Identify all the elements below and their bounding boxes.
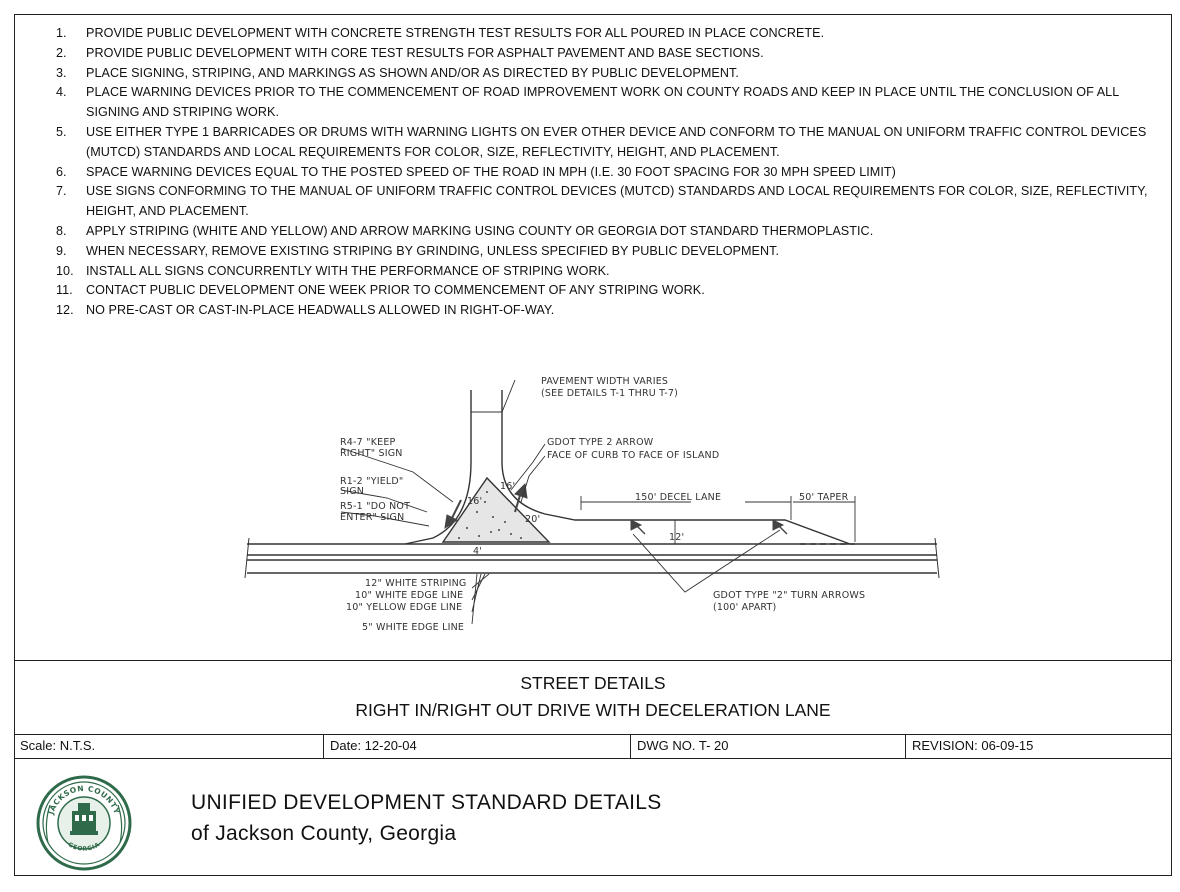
footer-title: UNIFIED DEVELOPMENT STANDARD DETAILS bbox=[191, 791, 662, 814]
seal-bottom-text: GEORGIA bbox=[66, 841, 102, 853]
label-decel-lane: 150' DECEL LANE bbox=[635, 492, 722, 503]
label-gdot-arrow: GDOT TYPE 2 ARROW bbox=[547, 437, 654, 448]
label-white-edge-5: 5" WHITE EDGE LINE bbox=[362, 622, 465, 633]
label-turn-arrows-2: (100' APART) bbox=[713, 602, 777, 613]
label-yellow-edge-10: 10" YELLOW EDGE LINE bbox=[346, 602, 463, 613]
note-text: USE SIGNS CONFORMING TO THE MANUAL OF UNIFORM TRAFFIC CONTROL DEVICES (MUTCD) STANDARDS AND LOCAL REQUIREMENTS FOR COLOR, SIZE, REFLECTIVITY, HEIGHT, AND PLACEMENT. bbox=[86, 184, 1148, 219]
note-text: WHEN NECESSARY, REMOVE EXISTING STRIPING BY GRINDING, UNLESS SPECIFIED BY PUBLIC DEVELOPMENT. bbox=[86, 243, 780, 258]
note-item bbox=[48, 222, 1158, 242]
note-text: USE EITHER TYPE 1 BARRICADES OR DRUMS WITH WARNING LIGHTS ON EVER OTHER DEVICE AND CONFORM TO THE MANUAL ON UNIFORM TRAFFIC CONTROL DEVICES (MUTCD) STANDARDS AND LOCAL REQUIREMENTS FOR COLOR, SIZE, REFLECTIVITY, HEIGHT, AND PLACEMENT. bbox=[86, 124, 1147, 159]
note-text: CONTACT PUBLIC DEVELOPMENT ONE WEEK PRIOR TO COMMENCEMENT OF ANY STRIPING WORK. bbox=[86, 283, 705, 298]
label-white-striping-12: 12" WHITE STRIPING bbox=[365, 578, 467, 589]
note-item bbox=[48, 123, 1158, 163]
footer-subtitle: of Jackson County, Georgia bbox=[191, 822, 457, 845]
note-number: 2. bbox=[56, 45, 67, 60]
note-text: PROVIDE PUBLIC DEVELOPMENT WITH CORE TEST RESULTS FOR ASPHALT PAVEMENT AND BASE SECTIONS. bbox=[86, 45, 764, 60]
scale-cell: Scale: N.T.S. bbox=[14, 735, 324, 758]
label-taper: 50' TAPER bbox=[799, 492, 849, 503]
label-keep-right-2: RIGHT" SIGN bbox=[340, 448, 403, 459]
note-item bbox=[48, 24, 1158, 44]
note-number: 12. bbox=[56, 303, 74, 318]
date-cell: Date: 12-20-04 bbox=[324, 735, 631, 758]
label-white-edge-10: 10" WHITE EDGE LINE bbox=[355, 590, 464, 601]
label-yield-1: R1-2 "YIELD" bbox=[340, 476, 404, 487]
label-turn-arrows-1: GDOT TYPE "2" TURN ARROWS bbox=[713, 590, 866, 601]
label-dim-16-right: 16' bbox=[500, 481, 516, 492]
label-pavement-width-2: (SEE DETAILS T-1 THRU T-7) bbox=[541, 388, 679, 399]
note-number: 6. bbox=[56, 164, 67, 179]
label-yield-2: SIGN bbox=[340, 486, 365, 497]
note-number: 11. bbox=[56, 283, 73, 298]
label-dim-12: 12' bbox=[669, 532, 685, 543]
label-do-not-enter-1: R5-1 "DO NOT bbox=[340, 501, 411, 512]
note-number: 7. bbox=[56, 184, 67, 199]
note-number: 8. bbox=[56, 223, 67, 238]
note-item bbox=[48, 281, 1158, 301]
note-item bbox=[48, 301, 1158, 321]
label-face-of-curb: FACE OF CURB TO FACE OF ISLAND bbox=[547, 450, 720, 461]
intersection-detail-drawing bbox=[215, 352, 955, 642]
note-item bbox=[48, 163, 1158, 183]
note-number: 9. bbox=[56, 243, 67, 258]
note-text: APPLY STRIPING (WHITE AND YELLOW) AND ARROW MARKING USING COUNTY OR GEORGIA DOT STANDARD THERMOPLASTIC. bbox=[86, 223, 874, 238]
note-text: NO PRE-CAST OR CAST-IN-PLACE HEADWALLS ALLOWED IN RIGHT-OF-WAY. bbox=[86, 303, 555, 318]
seal-top-text: JACKSON COUNTY bbox=[46, 783, 122, 816]
label-keep-right-1: R4-7 "KEEP bbox=[340, 437, 396, 448]
title-street-details: STREET DETAILS bbox=[520, 673, 666, 693]
label-dim-20: 20' bbox=[525, 514, 541, 525]
jackson-county-seal-logo bbox=[34, 773, 134, 873]
note-item bbox=[48, 83, 1158, 123]
note-item bbox=[48, 242, 1158, 262]
revision-cell: REVISION: 06-09-15 bbox=[912, 738, 1034, 753]
note-text: PLACE SIGNING, STRIPING, AND MARKINGS AS SHOWN AND/OR AS DIRECTED BY PUBLIC DEVELOPMENT. bbox=[86, 65, 739, 80]
note-text: SPACE WARNING DEVICES EQUAL TO THE POSTED SPEED OF THE ROAD IN MPH (I.E. 30 FOOT SPACING FOR 30 MPH SPEED LIMIT) bbox=[86, 164, 896, 179]
label-pavement-width-1: PAVEMENT WIDTH VARIES bbox=[541, 376, 669, 387]
note-item bbox=[48, 182, 1158, 222]
note-text: PLACE WARNING DEVICES PRIOR TO THE COMMENCEMENT OF ROAD IMPROVEMENT WORK ON COUNTY ROADS AND KEEP IN PLACE UNTIL THE CONCLUSION OF ALL SIGNING AND STRIPING WORK. bbox=[86, 85, 1119, 120]
note-number: 4. bbox=[56, 85, 67, 100]
general-notes-list bbox=[48, 24, 1158, 321]
title-drawing-name: RIGHT IN/RIGHT OUT DRIVE WITH DECELERATION LANE bbox=[355, 700, 831, 720]
footer bbox=[14, 759, 1172, 876]
note-number: 1. bbox=[56, 26, 67, 40]
title-block bbox=[14, 660, 1172, 734]
note-number: 10. bbox=[56, 263, 74, 278]
label-dim-16-left: 16' bbox=[467, 496, 483, 507]
note-text: PROVIDE PUBLIC DEVELOPMENT WITH CONCRETE STRENGTH TEST RESULTS FOR ALL POURED IN PLACE CONCRETE. bbox=[86, 26, 825, 40]
dwg-number-cell: DWG NO. T- 20 bbox=[631, 735, 906, 758]
label-do-not-enter-2: ENTER" SIGN bbox=[340, 512, 405, 523]
side-road-right-edge bbox=[502, 390, 850, 544]
note-text: INSTALL ALL SIGNS CONCURRENTLY WITH THE PERFORMANCE OF STRIPING WORK. bbox=[86, 263, 610, 278]
note-item bbox=[48, 262, 1158, 282]
drawing-info-row bbox=[14, 734, 1172, 759]
note-number: 3. bbox=[56, 65, 67, 80]
note-item bbox=[48, 64, 1158, 84]
note-number: 5. bbox=[56, 124, 67, 139]
label-dim-4: 4' bbox=[473, 546, 483, 557]
note-item bbox=[48, 44, 1158, 64]
